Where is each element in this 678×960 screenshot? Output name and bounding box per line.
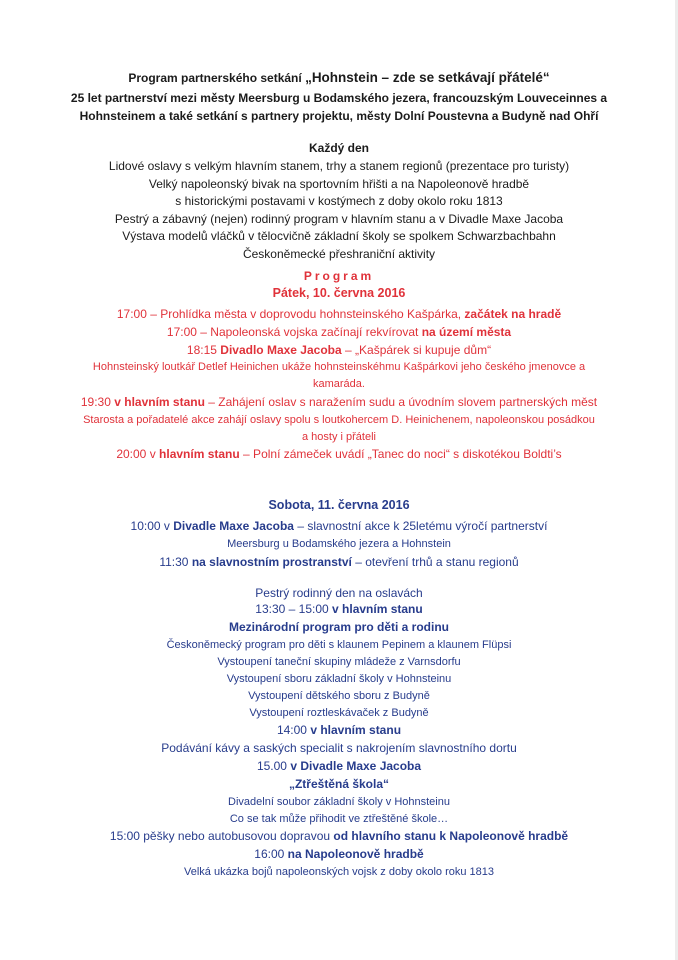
header-title bbox=[0, 70, 678, 86]
friday-item-4-desc: Starosta a pořadatelé akce zahájí oslavy spolu s loutkohercem D. Heinichenem, napoleonskou posádkou bbox=[83, 414, 595, 426]
saturday-item-4-desc: Podávání kávy a saských specialit s nakrojením slavnostního dortu bbox=[161, 741, 517, 755]
saturday-item-7: 16:00 na Napoleonově hradbě bbox=[254, 847, 424, 861]
saturday-program-line: Vystoupení taneční skupiny mládeže z Varnsdorfu bbox=[217, 656, 461, 668]
friday-date: Pátek, 10. června 2016 bbox=[272, 286, 406, 300]
friday-item-4: 19:30 v hlavním stanu – Zahájení oslav s naražením sudu a úvodním slovem partnerských měst bbox=[80, 395, 598, 409]
saturday-item-6: 15:00 pěšky nebo autobusovou dopravou od hlavního stanu k Napoleonově hradbě bbox=[109, 829, 569, 843]
everyday-line: Výstava modelů vláčků v tělocvičně základní školy se spolkem Schwarzbachbahn bbox=[122, 229, 556, 243]
saturday-item-7-desc: Velká ukázka bojů napoleonských vojsk z doby okolo roku 1813 bbox=[183, 866, 495, 878]
saturday-item-5: 15.00 v Divadle Maxe Jacoba bbox=[256, 759, 422, 773]
friday-item-3: 18:15 Divadlo Maxe Jacoba – „Kašpárek si kupuje dům“ bbox=[186, 343, 492, 357]
saturday-item-3: 13:30 – 15:00 v hlavním stanu bbox=[255, 602, 423, 616]
saturday-program-line: Vystoupení roztleskávaček z Budyně bbox=[249, 707, 429, 719]
header-subtitle-2: Hohnsteinem a také setkání s partnery projektu, městy Dolní Poustevna a Budyně nad Ohří bbox=[79, 109, 599, 123]
saturday-play-desc: Divadelní soubor základní školy v Hohnsteinu bbox=[228, 796, 450, 808]
header-title-main: „Hohnstein – zde se setkávají přátelé“ bbox=[305, 70, 550, 85]
header-title-prefix: Program partnerského setkání bbox=[128, 71, 306, 85]
everyday-line: s historickými postavami v kostýmech z doby okolo roku 1813 bbox=[175, 194, 503, 208]
saturday-program-line: Českoněmecký program pro děti s klaunem Pepinem a klaunem Flüpsi bbox=[166, 639, 512, 651]
friday-item-3-desc: Hohnsteinský loutkář Detlef Heinichen ukáže hohnsteinskéhmu Kašpárkovi jeho českého jmenovce a bbox=[92, 361, 586, 373]
saturday-item-1-cont: Meersburg u Bodamského jezera a Hohnstein bbox=[227, 538, 451, 550]
everyday-heading: Každý den bbox=[308, 141, 369, 155]
friday-item-2: 17:00 – Napoleonská vojska začínají rekvírovat na území města bbox=[166, 325, 512, 339]
everyday-line: Velký napoleonský bivak na sportovním hřišti a na Napoleonově hradbě bbox=[148, 177, 530, 191]
everyday-line: Pestrý a zábavný (nejen) rodinný program v hlavním stanu a v Divadle Maxe Jacoba bbox=[114, 212, 564, 226]
saturday-program-line: Vystoupení dětského sboru z Budyně bbox=[248, 690, 430, 702]
saturday-item-1: 10:00 v Divadle Maxe Jacoba – slavnostní akce k 25letému výročí partnerství bbox=[130, 519, 548, 533]
friday-item-1: 17:00 – Prohlídka města v doprovodu hohnsteinského Kašpárka, začátek na hradě bbox=[116, 307, 562, 321]
header-subtitle-1: 25 let partnerství mezi městy Meersburg u Bodamského jezera, francouzským Louveceinnes a bbox=[70, 91, 608, 105]
saturday-intl-program: Mezinárodní program pro děti a rodinu bbox=[228, 620, 449, 634]
saturday-item-2: 11:30 na slavnostním prostranství – otevření trhů a stanu regionů bbox=[159, 555, 519, 569]
saturday-program-line: Vystoupení sboru základní školy v Hohnsteinu bbox=[226, 673, 452, 685]
saturday-play-desc: Co se tak může přihodit ve ztřeštěné škole… bbox=[229, 813, 449, 825]
friday-item-5: 20:00 v hlavním stanu – Polní zámeček uvádí „Tanec do noci“ s diskotékou Boldti’s bbox=[116, 447, 562, 461]
saturday-item-4: 14:00 v hlavním stanu bbox=[276, 723, 402, 737]
friday-item-3-desc-cont: kamaráda. bbox=[313, 378, 365, 390]
saturday-date: Sobota, 11. června 2016 bbox=[268, 498, 410, 512]
everyday-line: Českoněmecké přeshraniční aktivity bbox=[242, 247, 436, 261]
friday-item-4-desc-cont: a hosty i přáteli bbox=[302, 431, 376, 443]
everyday-line: Lidové oslavy s velkým hlavním stanem, trhy a stanem regionů (prezentace pro turisty) bbox=[108, 159, 570, 173]
saturday-family-day: Pestrý rodinný den na oslavách bbox=[255, 586, 423, 600]
saturday-play-title: „Ztřeštěná škola“ bbox=[288, 777, 390, 791]
program-label: Program bbox=[303, 269, 375, 283]
